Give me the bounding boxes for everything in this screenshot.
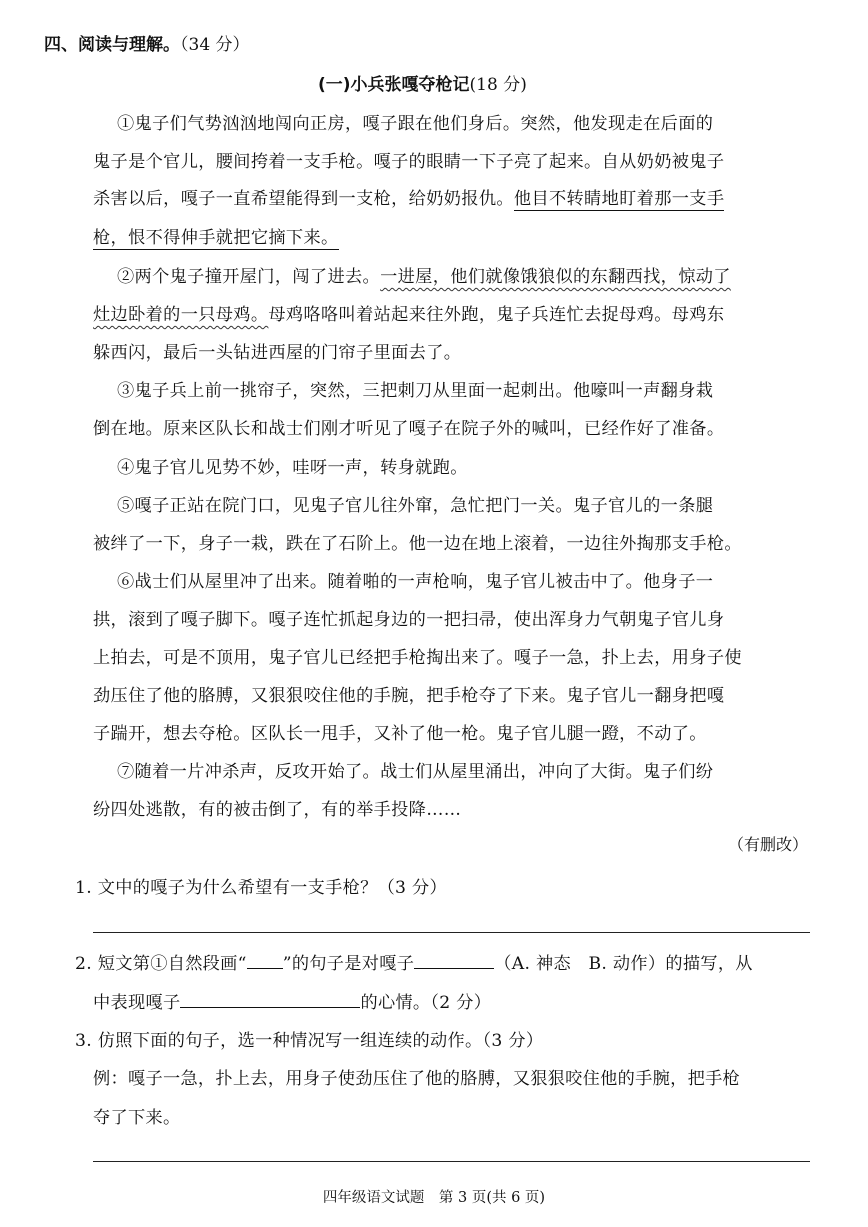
passage-line: ④鬼子官儿见势不妙，哇呀一声，转身就跑。 — [117, 458, 468, 478]
question-2-line-2 — [93, 988, 491, 1013]
question-2-text: 的心情。（2 分） — [360, 993, 492, 1013]
section-points: （34 分） — [180, 35, 250, 55]
answer-line-q3[interactable] — [93, 1161, 810, 1162]
passage-line-text: 杀害以后，嘎子一直希望能得到一支枪，给奶奶报仇。 — [93, 189, 514, 209]
question-2-text: 2. 短文第①自然段画“ — [75, 954, 247, 974]
passage-line — [93, 300, 724, 325]
question-2-line-1 — [75, 949, 753, 974]
question-2-text: ”的句子是对嘎子 — [282, 954, 415, 974]
question-3-example: 夺了下来。 — [93, 1108, 181, 1128]
passage-line — [93, 184, 724, 209]
passage-line: ⑤嘎子正站在院门口，见鬼子官儿往外窜，急忙把门一关。鬼子官儿的一条腿 — [117, 496, 714, 516]
passage-line: ⑥战士们从屋里冲了出来。随着啪的一声枪响，鬼子官儿被击中了。他身子一 — [117, 572, 714, 592]
passage-line: 拱，滚到了嘎子脚下。嘎子连忙抓起身边的一把扫帚，使出浑身力气朝鬼子官儿身 — [93, 610, 725, 630]
passage-line — [93, 223, 339, 248]
question-1: 1. 文中的嘎子为什么希望有一支手枪？（3 分） — [75, 878, 448, 898]
mark-blank — [247, 950, 283, 969]
passage-title-text: (一)小兵张嘎夺枪记 — [318, 75, 470, 95]
passage-line-text: 母鸡咯咯叫着站起来往外跑，鬼子兵连忙去捉母鸡。母鸡东 — [268, 305, 725, 325]
passage-line: ⑦随着一片冲杀声，反攻开始了。战士们从屋里涌出，冲向了大街。鬼子们纷 — [117, 762, 714, 782]
passage-line — [117, 262, 731, 287]
question-2-text: 中表现嘎子 — [93, 993, 181, 1013]
answer-line-q1[interactable] — [93, 932, 810, 933]
source-note: （有删改） — [727, 835, 808, 854]
answer-blank-choice[interactable] — [414, 950, 494, 969]
section-heading — [44, 30, 250, 55]
passage-line: 被绊了一下，身子一栽，跌在了石阶上。他一边在地上滚着，一边往外掏那支手枪。 — [93, 534, 742, 554]
passage-line: 倒在地。原来区队长和战士们刚才听见了嘎子在院子外的喊叫，已经作好了准备。 — [93, 419, 725, 439]
underlined-sentence: 他目不转睛地盯着那一支手 — [513, 189, 725, 209]
passage-line: 鬼子是个官儿，腰间挎着一支手枪。嘎子的眼睛一下子亮了起来。自从奶奶被鬼子 — [93, 152, 725, 172]
passage-line: 上拍去，可是不顶用，鬼子官儿已经把手枪掏出来了。嘎子一急，扑上去，用身子使 — [93, 648, 742, 668]
question-3-example: 例：嘎子一急，扑上去，用身子使劲压住了他的胳膊，又狠狠咬住他的手腕，把手枪 — [93, 1069, 741, 1089]
wavy-underlined-sentence: 一进屋，他们就像饿狼似的东翻西找，惊动了 — [380, 267, 731, 287]
passage-title — [318, 70, 527, 95]
passage-line: 劲压住了他的胳膊，又狠狠咬住他的手腕，把手枪夺了下来。鬼子官儿一翻身把嘎 — [93, 686, 725, 706]
question-3: 3. 仿照下面的句子，选一种情况写一组连续的动作。（3 分） — [75, 1031, 544, 1051]
passage-line-text: ②两个鬼子撞开屋门，闯了进去。 — [117, 267, 381, 287]
passage-points: (18 分) — [469, 75, 527, 95]
page-footer: 四年级语文试题 第 3 页(共 6 页) — [322, 1190, 546, 1206]
passage-line: 躲西闪，最后一头钻进西屋的门帘子里面去了。 — [93, 343, 462, 363]
passage-line: ③鬼子兵上前一挑帘子，突然，三把刺刀从里面一起刺出。他嚎叫一声翻身栽 — [117, 381, 714, 401]
answer-blank-mood[interactable] — [180, 989, 360, 1008]
passage-line: 纷四处逃散，有的被击倒了，有的举手投降…… — [93, 800, 462, 820]
passage-line: ①鬼子们气势汹汹地闯向正房，嘎子跟在他们身后。突然，他发现走在后面的 — [117, 114, 714, 134]
section-title: 四、阅读与理解。 — [44, 35, 180, 55]
wavy-underlined-sentence: 灶边卧着的一只母鸡。 — [93, 305, 269, 325]
underlined-sentence: 枪，恨不得伸手就把它摘下来。 — [93, 228, 339, 248]
passage-line: 子踹开，想去夺枪。区队长一甩手，又补了他一枪。鬼子官儿腿一蹬，不动了。 — [93, 724, 707, 744]
question-2-text: （A. 神态 B. 动作）的描写，从 — [494, 954, 753, 974]
